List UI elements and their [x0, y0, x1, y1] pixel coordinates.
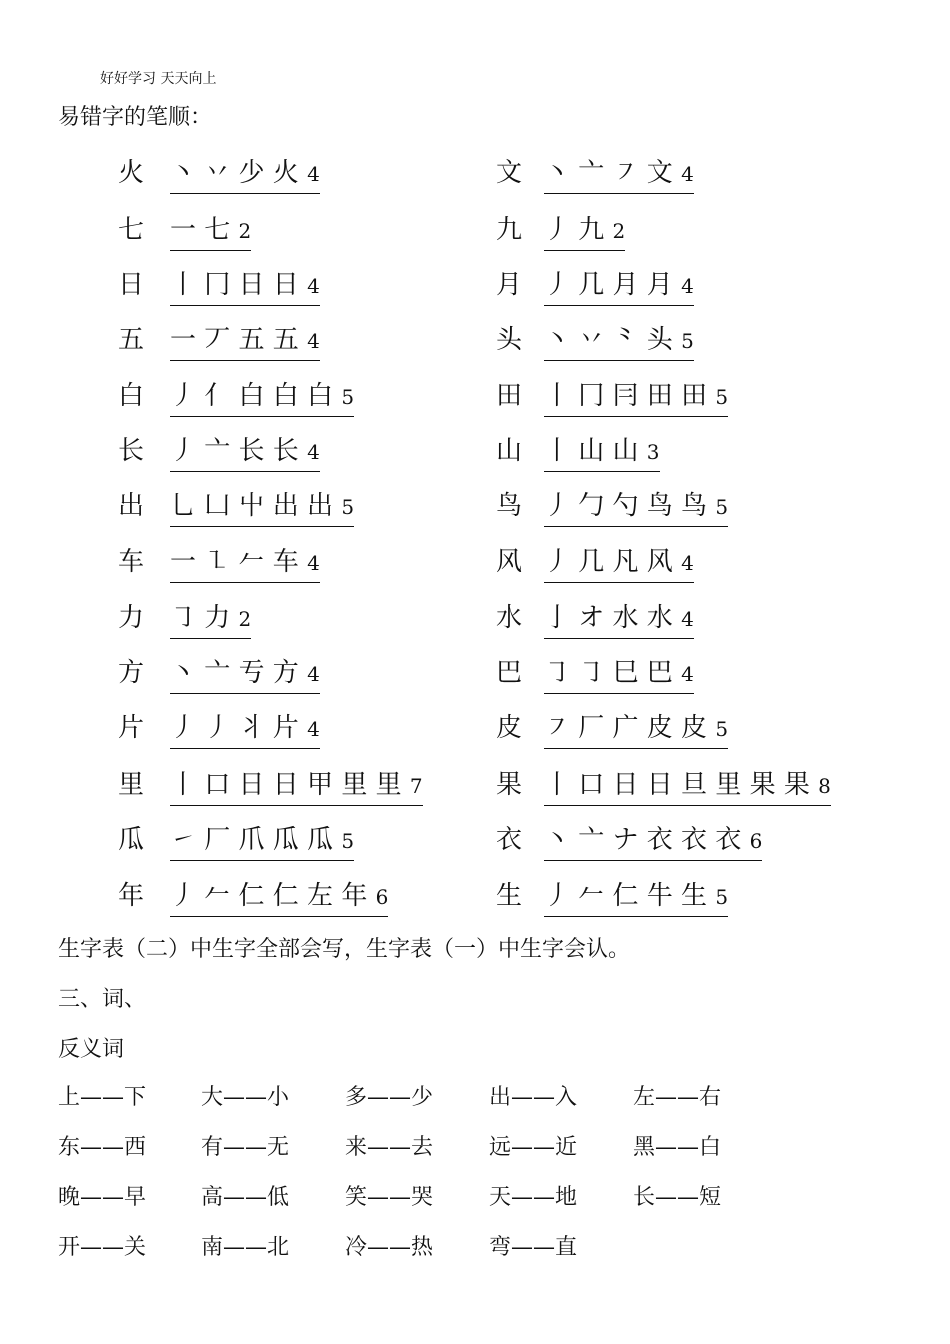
stroke-char: 片 [118, 713, 145, 743]
stroke-entry [496, 212, 826, 252]
antonym-row [58, 1130, 858, 1160]
stroke-sequence: ㇇ 厂 广 皮 皮 5 [544, 710, 728, 749]
stroke-count: 3 [646, 440, 660, 464]
antonym-pair: 冷——热 [345, 1235, 434, 1260]
stroke-count: 5 [681, 329, 694, 353]
stroke-entry [118, 378, 448, 418]
stroke-sequence: 丶 亠 亐 方 4 [170, 655, 320, 694]
stroke-char: 七 [118, 215, 145, 245]
stroke-char: 年 [118, 881, 145, 911]
stroke-count: 2 [238, 219, 252, 243]
stroke-char: 火 [118, 158, 145, 188]
stroke-count: 2 [238, 607, 252, 631]
stroke-sequence: 丿 丿 ⺦ 片 4 [170, 710, 320, 749]
stroke-char: 出 [118, 491, 145, 521]
stroke-char: 瓜 [118, 825, 145, 855]
stroke-char: 九 [496, 215, 523, 245]
stroke-count: 4 [681, 551, 694, 575]
section-title: 易错字的笔顺： [58, 105, 213, 130]
antonym-pair: 出——入 [489, 1085, 578, 1110]
stroke-entry [118, 212, 448, 252]
stroke-sequence: 丨 口 日 日 旦 里 果 果 8 [544, 767, 831, 806]
stroke-sequence: 丨 冂 日 日 4 [170, 267, 320, 306]
antonym-pair: 有——无 [201, 1135, 290, 1160]
stroke-char: 皮 [496, 713, 523, 743]
stroke-count: 4 [307, 551, 320, 575]
stroke-char: 田 [496, 381, 523, 411]
stroke-count: 8 [818, 774, 831, 798]
page-header: 好好学习 天天向上 [100, 71, 217, 87]
antonym-pair: 天——地 [489, 1185, 578, 1210]
stroke-count: 5 [341, 385, 355, 409]
stroke-entry [496, 544, 826, 584]
stroke-sequence: 丿 勹 勺 鸟 鸟 5 [544, 488, 728, 527]
stroke-sequence: 乚 凵 屮 出 出 5 [170, 488, 354, 527]
stroke-sequence: 亅 オ 水 水 4 [544, 600, 694, 639]
stroke-char: 风 [496, 547, 523, 577]
stroke-count: 4 [307, 717, 320, 741]
stroke-count: 4 [307, 662, 320, 686]
stroke-entry [496, 322, 826, 362]
stroke-sequence: 丶 亠 ナ 衣 衣 衣 6 [544, 822, 762, 861]
antonym-pair: 笑——哭 [345, 1185, 434, 1210]
stroke-count: 4 [307, 440, 320, 464]
stroke-char: 日 [118, 270, 145, 300]
stroke-count: 4 [307, 274, 320, 298]
antonym-pair: 长——短 [633, 1185, 722, 1210]
antonym-pair: 多——少 [345, 1085, 434, 1110]
stroke-char: 头 [496, 325, 523, 355]
antonym-pair: 远——近 [489, 1135, 578, 1160]
antonym-pair: 黑——白 [633, 1135, 722, 1160]
stroke-sequence: ㇆ ㇆ 巳 巴 4 [544, 655, 694, 694]
stroke-sequence: 丿 九 2 [544, 212, 625, 251]
stroke-entry [496, 433, 826, 473]
stroke-entry [496, 767, 831, 807]
stroke-sequence: 丿 亻 白 白 白 5 [170, 378, 354, 417]
stroke-char: 力 [118, 603, 145, 633]
antonym-pair: 高——低 [201, 1185, 290, 1210]
antonym-pair: 东——西 [58, 1135, 147, 1160]
stroke-sequence: 丿 几 凡 风 4 [544, 544, 694, 583]
stroke-count: 4 [307, 329, 320, 353]
stroke-sequence: 丶 丷 ⺀ 头 5 [544, 322, 694, 361]
stroke-count: 4 [307, 162, 320, 186]
stroke-char: 水 [496, 603, 523, 633]
antonym-row [58, 1080, 858, 1110]
antonym-pair: 左——右 [633, 1085, 722, 1110]
stroke-sequence: 丶 亠 ㇇ 文 4 [544, 155, 694, 194]
stroke-count: 5 [715, 885, 729, 909]
stroke-count: 7 [409, 774, 423, 798]
stroke-sequence: 丿 几 月 月 4 [544, 267, 694, 306]
stroke-count: 5 [715, 495, 729, 519]
stroke-count: 4 [681, 662, 694, 686]
stroke-entry [118, 600, 448, 640]
antonym-row [58, 1180, 858, 1210]
stroke-entry [118, 433, 448, 473]
stroke-count: 4 [681, 162, 694, 186]
stroke-entry [118, 710, 448, 750]
section-heading: 三、词、 [58, 987, 147, 1012]
stroke-entry [496, 600, 826, 640]
stroke-entry [496, 878, 826, 918]
stroke-sequence: 丨 口 日 日 甲 里 里 7 [170, 767, 423, 806]
stroke-entry [118, 322, 448, 362]
antonym-pair: 南——北 [201, 1235, 290, 1260]
stroke-entry [118, 655, 448, 695]
stroke-sequence: 丶 丷 少 火 4 [170, 155, 320, 194]
antonym-pair: 弯——直 [489, 1235, 578, 1260]
stroke-sequence: 一 ㇅ 𠂉 车 4 [170, 544, 320, 583]
stroke-sequence: 丿 亠 长 长 4 [170, 433, 320, 472]
stroke-sequence: 丿 𠂉 仁 牛 生 5 [544, 878, 728, 917]
antonym-pair: 开——关 [58, 1235, 147, 1260]
stroke-sequence: 丨 山 山 3 [544, 433, 660, 472]
stroke-char: 生 [496, 881, 523, 911]
stroke-char: 五 [118, 325, 145, 355]
antonym-pair: 大——小 [201, 1085, 290, 1110]
stroke-char: 白 [118, 381, 145, 411]
antonym-pair: 上——下 [58, 1085, 147, 1110]
antonym-pair: 来——去 [345, 1135, 434, 1160]
stroke-entry [496, 155, 826, 195]
stroke-char: 文 [496, 158, 523, 188]
stroke-char: 方 [118, 658, 145, 688]
stroke-sequence: 一 七 2 [170, 212, 251, 251]
stroke-count: 6 [375, 885, 389, 909]
stroke-char: 山 [496, 436, 523, 466]
stroke-char: 果 [496, 770, 523, 800]
stroke-count: 2 [612, 219, 626, 243]
stroke-entry [118, 267, 448, 307]
stroke-sequence: ㇀ 厂 爪 瓜 瓜 5 [170, 822, 354, 861]
stroke-count: 6 [749, 829, 763, 853]
stroke-count: 5 [341, 495, 355, 519]
stroke-entry [496, 488, 826, 528]
stroke-sequence: ㇆ 力 2 [170, 600, 251, 639]
stroke-entry [118, 155, 448, 195]
stroke-entry [118, 878, 448, 918]
stroke-char: 月 [496, 270, 523, 300]
stroke-entry [118, 488, 448, 528]
stroke-char: 车 [118, 547, 145, 577]
stroke-entry [496, 267, 826, 307]
stroke-entry [496, 822, 826, 862]
antonym-pair: 晚——早 [58, 1185, 147, 1210]
stroke-entry [118, 767, 448, 807]
stroke-char: 巴 [496, 658, 523, 688]
stroke-sequence: 一 丆 五 五 4 [170, 322, 320, 361]
stroke-char: 长 [118, 436, 145, 466]
stroke-count: 5 [715, 385, 729, 409]
stroke-entry [496, 655, 826, 695]
stroke-entry [118, 822, 448, 862]
stroke-sequence: 丨 冂 冃 田 田 5 [544, 378, 728, 417]
stroke-char: 里 [118, 770, 145, 800]
stroke-char: 鸟 [496, 491, 523, 521]
stroke-char: 衣 [496, 825, 523, 855]
stroke-entry [496, 378, 826, 418]
stroke-count: 5 [715, 717, 729, 741]
stroke-entry [118, 544, 448, 584]
antonym-heading: 反义词 [58, 1037, 125, 1062]
note-text: 生字表（二）中生字全部会写，生字表（一）中生字会认。 [58, 937, 631, 962]
stroke-entry [496, 710, 826, 750]
antonym-row [58, 1230, 858, 1260]
stroke-sequence: 丿 𠂉 仁 仁 左 年 6 [170, 878, 388, 917]
stroke-count: 5 [341, 829, 355, 853]
stroke-count: 4 [681, 274, 694, 298]
stroke-count: 4 [681, 607, 694, 631]
